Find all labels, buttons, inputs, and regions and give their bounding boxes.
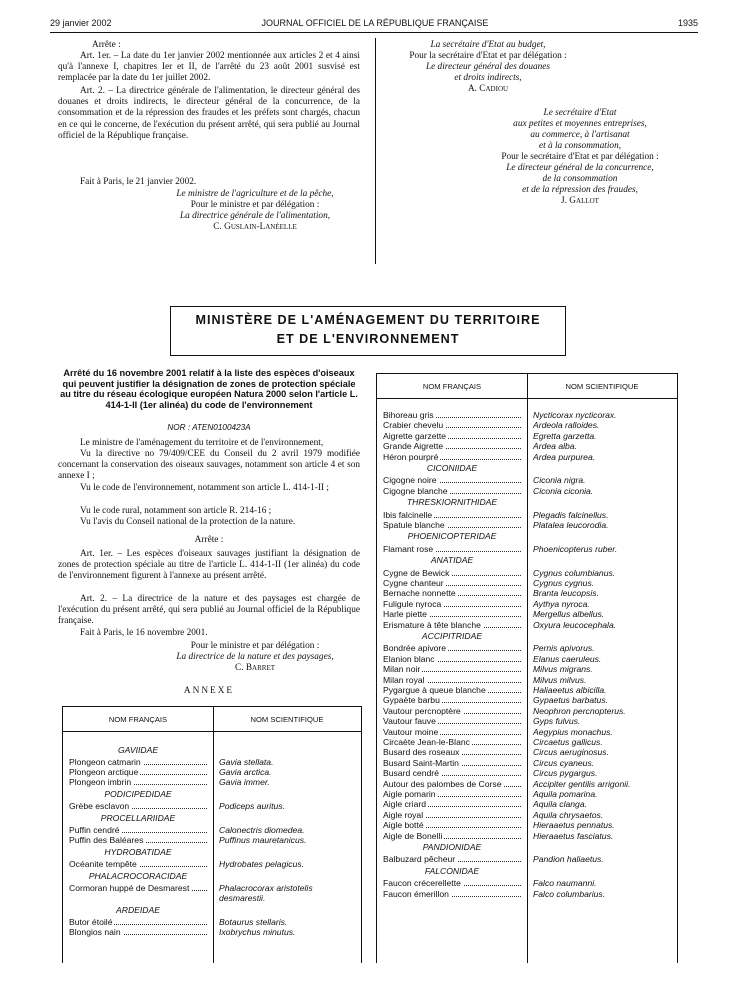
scientific-name: Aquila pomarina. <box>533 789 598 799</box>
signature-line: et de la répression des fraudes, <box>522 185 638 195</box>
signature-line: et droits indirects, <box>454 73 522 83</box>
arrete-heading: Arrête : <box>194 535 224 545</box>
scientific-name: Oxyura leucocephala. <box>533 619 617 630</box>
french-name: Puffin des Baléares <box>69 835 144 845</box>
scientific-name: Hieraaetus fasciatus. <box>533 830 614 841</box>
signature-line: de la consommation <box>542 174 618 184</box>
fait-a-paris: Fait à Paris, le 16 novembre 2001. <box>80 628 208 638</box>
scientific-name: Aquila chrysaetos. <box>533 809 604 820</box>
french-name: Busard Saint-Martin <box>383 757 459 768</box>
scientific-name: Aegypius monachus. <box>533 726 613 737</box>
french-name: Butor étoilé <box>69 917 113 927</box>
french-name: Faucon crécerellette <box>383 878 461 889</box>
scientific-name: Circus cyaneus. <box>533 757 595 768</box>
signature-line: La directrice de la nature et des paysages, <box>176 652 334 662</box>
family-heading: PROCELLARIIDAE <box>100 813 176 823</box>
french-name: Vautour fauve <box>383 716 436 727</box>
column-header-scientific-name: NOM SCIENTIFIQUE <box>565 382 639 391</box>
french-name: Ibis falcinelle <box>383 509 433 520</box>
french-name: Aigle de Bonelli <box>383 830 443 841</box>
french-name: Blongios nain <box>69 927 121 937</box>
french-name: Bihoreau gris <box>383 410 434 420</box>
scientific-name: Milvus milvus. <box>533 674 587 685</box>
french-name: Océanite tempête <box>69 859 137 869</box>
french-name: Cigogne noire <box>383 475 437 486</box>
family-heading: PHOENICOPTERIDAE <box>407 531 497 542</box>
scientific-name: Ardea alba. <box>533 441 577 452</box>
french-name: Crabier chevelu <box>383 420 444 431</box>
scientific-name: Ixobrychus minutus. <box>219 927 296 937</box>
scientific-name: Platalea leucorodia. <box>533 520 609 530</box>
column-header-french-name: NOM FRANÇAIS <box>108 715 168 724</box>
signatory-name: J. Gallot <box>561 196 599 206</box>
french-name: Faucon émerillon <box>383 888 449 899</box>
scientific-name: Cygnus columbianus. <box>533 567 616 578</box>
decree-title: Arrêté du 16 novembre 2001 relatif à la liste des espèces d'oiseaux qui peuvent justifier la désignation de zones de protection spéciale au titre du réseau écologique européen Natura 2000 selon l'article L. 414-1-II (1er alinéa) du code de l'environnement <box>60 368 358 410</box>
family-heading: GAVIIDAE <box>117 745 159 755</box>
scientific-name: Circaetus gallicus. <box>533 737 603 747</box>
scientific-name: Milvus migrans. <box>533 664 593 675</box>
scientific-name: Circus pygargus. <box>533 768 598 779</box>
scientific-name: Aythya nyroca. <box>533 598 590 609</box>
column-divider <box>375 38 376 264</box>
scientific-name: Podiceps auritus. <box>219 801 285 811</box>
scientific-name: Falco columbarius. <box>533 888 606 899</box>
arrete-heading: Arrête : <box>92 40 121 50</box>
decree-preamble: Vu le code de l'environnement, notamment son article L. 414-1-II ; <box>80 483 329 493</box>
family-heading: HYDROBATIDAE <box>104 847 172 857</box>
family-heading: PHALACROCORACIDAE <box>88 871 188 881</box>
french-name: Harle piette <box>383 609 427 620</box>
scientific-name: Mergellus albellus. <box>533 609 605 620</box>
scientific-name: Nycticorax nycticorax. <box>533 410 617 420</box>
french-name: Balbuzard pêcheur <box>383 854 456 865</box>
scientific-name: Gyps fulvus. <box>533 716 581 727</box>
french-name: Vautour moine <box>383 726 439 737</box>
scientific-name: Gavia arctica. <box>219 767 272 777</box>
french-name: Aigle pomarin <box>383 789 436 799</box>
french-name: Busard des roseaux <box>383 747 460 758</box>
french-name: Aigrette garzette <box>383 430 447 441</box>
french-name: Puffin cendré <box>69 825 120 835</box>
scientific-name: Circus aeruginosus. <box>533 747 609 758</box>
french-name: Autour des palombes de Corse <box>383 778 502 789</box>
french-name: Cygne chanteur <box>383 578 444 588</box>
french-name: Fuligule nyroca <box>383 598 442 609</box>
french-name: Grande Aigrette <box>383 441 444 452</box>
signature-line: au commerce, à l'artisanat <box>530 130 630 140</box>
french-name: Grèbe esclavon <box>69 801 130 811</box>
scientific-name: Elanus caeruleus. <box>533 653 602 664</box>
header-date: 29 janvier 2002 <box>50 18 112 28</box>
decree-preamble: Le ministre de l'aménagement du territoire et de l'environnement, <box>80 438 324 448</box>
french-name: Milan noir <box>383 664 421 675</box>
scientific-name: Pandion haliaetus. <box>533 854 604 865</box>
scientific-name: Phalacrocorax aristotelis desmarestii. <box>219 883 313 903</box>
signature-line: Le ministre de l'agriculture et de la pêche, <box>176 189 334 199</box>
french-name: Cygne de Bewick <box>383 567 450 578</box>
signature-line: Pour la secrétaire d'Etat et par délégation : <box>409 51 567 61</box>
scientific-name: Ardeola ralloides. <box>533 420 600 431</box>
article-1-text: Art. 1er. – La date du 1er janvier 2002 mentionnée aux articles 2 et 4 ainsi qu'à l'annexe I, chapitres Ier et II, de l'arrêté du 23 août 2001 susvisé est remplacée par la date du 1er juillet 2002. <box>58 51 360 84</box>
signature-line: aux petites et moyennes entreprises, <box>513 119 647 129</box>
family-heading: ARDEIDAE <box>116 905 160 915</box>
scientific-name: Egretta garzetta. <box>533 430 597 441</box>
french-name: Bondrée apivore <box>383 643 447 654</box>
family-heading: THRESKIORNITHIDAE <box>406 497 498 508</box>
decree-preamble: Vu la directive no 79/409/CEE du Conseil du 2 avril 1979 modifiée concernant la conservation des oiseaux sauvages, notamment son article 4 et son annexe I ; <box>58 449 360 482</box>
scientific-name: Ardea purpurea. <box>533 451 596 462</box>
fait-a-paris: Fait à Paris, le 21 janvier 2002. <box>80 177 197 187</box>
scientific-name: Phoenicopterus ruber. <box>533 543 618 554</box>
french-name: Vautour percnoptère <box>383 705 461 716</box>
scientific-name: Ciconia ciconia. <box>533 485 594 496</box>
family-heading: PODICIPEDIDAE <box>104 789 172 799</box>
family-heading: CICONIIDAE <box>426 463 478 473</box>
signature-line: Le directeur général de la concurrence, <box>506 163 654 173</box>
french-name: Plongeon imbrin <box>69 777 132 787</box>
family-heading: FALCONIDAE <box>424 865 480 876</box>
header-rule <box>50 32 698 33</box>
scientific-name: Hydrobates pelagicus. <box>219 859 305 869</box>
decree-nor: NOR : ATEN0100423A <box>167 423 251 432</box>
scientific-name: Branta leucopsis. <box>533 588 599 599</box>
decree-preamble: Vu l'avis du Conseil national de la protection de la nature. <box>80 517 296 527</box>
scientific-name: Aquila clanga. <box>533 799 587 810</box>
species-table-right <box>376 373 678 963</box>
french-name: Plongeon arctique <box>69 767 139 777</box>
scientific-name: Botaurus stellaris. <box>219 917 288 927</box>
french-name: Gypaète barbu <box>383 695 440 706</box>
scientific-name: Pernis apivorus. <box>533 643 595 654</box>
scientific-name: Accipiter gentilis arrigonii. <box>533 778 631 789</box>
family-heading: ANATIDAE <box>430 555 474 566</box>
french-name: Aigle criard <box>383 799 426 810</box>
scientific-name: Neophron percnopterus. <box>533 705 626 716</box>
french-name: Cormoran huppé de Desmarest <box>69 883 190 893</box>
scientific-name: Hieraaetus pennatus. <box>533 820 615 831</box>
ministry-banner <box>170 306 566 356</box>
french-name: Plongeon catmarin <box>69 757 141 767</box>
signature-line: Pour le ministre et par délégation : <box>190 200 320 210</box>
decree-preamble: Vu le code rural, notamment son article R. 214-16 ; <box>80 506 272 516</box>
signature-line: Le secrétaire d'Etat <box>543 108 617 118</box>
header-journal-title: JOURNAL OFFICIEL DE LA RÉPUBLIQUE FRANÇAISE <box>261 18 489 28</box>
family-heading: ACCIPITRIDAE <box>421 631 483 641</box>
species-table-left <box>62 706 362 963</box>
french-name: Aigle botté <box>383 820 424 831</box>
article-2-text: Art. 2. – La directrice générale de l'alimentation, le directeur général des douanes et droits indirects, le directeur général de la concurrence, de la consommation et de la répression des fraudes et les préfets sont chargés, chacun en ce qui le concerne, de l'exécution du présent arrêté, qui sera publié au Journal officiel de la République française. <box>58 86 360 141</box>
decree-article-2: Art. 2. – La directrice de la nature et des paysages est chargée de l'exécution du présent arrêté, qui sera publié au Journal officiel de la République française. <box>58 594 360 627</box>
column-header-french-name: NOM FRANÇAIS <box>422 382 482 391</box>
signature-line: La directrice générale de l'alimentation, <box>179 211 331 221</box>
decree-article-1: Art. 1er. – Les espèces d'oiseaux sauvages justifiant la désignation de zones de protection spéciale au titre de l'article L. 414-1-II (1er alinéa) du code de l'environnement figurent à l'annexe au présent arrêté. <box>58 549 360 582</box>
family-heading: PANDIONIDAE <box>422 842 482 852</box>
scientific-name: Plegadis falcinellus. <box>533 509 609 520</box>
ministry-banner-line2: ET DE L'ENVIRONNEMENT <box>276 332 460 346</box>
column-header-scientific-name: NOM SCIENTIFIQUE <box>250 715 324 724</box>
ministry-banner-line1: MINISTÈRE DE L'AMÉNAGEMENT DU TERRITOIRE <box>195 313 541 327</box>
scientific-name: Puffinus mauretanicus. <box>219 835 307 845</box>
french-name: Flamant rose <box>383 543 434 554</box>
french-name: Elanion blanc <box>383 653 435 664</box>
signature-line: Pour le ministre et par délégation : <box>190 641 320 651</box>
signatory-name: C. Barret <box>235 663 275 673</box>
french-name: Cigogne blanche <box>383 485 448 496</box>
signatory-name: C. Guslain-Lanéelle <box>213 222 297 232</box>
french-name: Héron pourpré <box>383 451 439 462</box>
scientific-name: Haliaeetus albicilla. <box>533 685 607 695</box>
scientific-name: Ciconia nigra. <box>533 475 586 486</box>
french-name: Circaète Jean-le-Blanc <box>383 737 470 747</box>
french-name: Milan royal <box>383 674 425 685</box>
signature-line: Le directeur général des douanes <box>425 62 551 72</box>
annexe-heading: ANNEXE <box>183 686 235 696</box>
signature-line: La secrétaire d'Etat au budget, <box>430 40 546 50</box>
signatory-name: A. Cadiou <box>467 84 509 94</box>
french-name: Bernache nonnette <box>383 588 456 599</box>
scientific-name: Cygnus cygnus. <box>533 578 595 588</box>
signature-line: Pour le secrétaire d'Etat et par délégation : <box>501 152 659 162</box>
header-page-number: 1935 <box>677 18 698 28</box>
french-name: Erismature à tête blanche <box>383 619 481 630</box>
french-name: Pygargue à queue blanche <box>383 685 486 695</box>
signature-line: et à la consommation, <box>538 141 622 151</box>
scientific-name: Gavia immer. <box>219 777 270 787</box>
scientific-name: Gypaetus barbatus. <box>533 695 609 706</box>
french-name: Aigle royal <box>383 809 424 820</box>
french-name: Busard cendré <box>383 768 439 779</box>
scientific-name: Calonectris diomedea. <box>219 825 305 835</box>
scientific-name: Falco naumanni. <box>533 878 597 889</box>
french-name: Spatule blanche <box>383 520 445 530</box>
scientific-name: Gavia stellata. <box>219 757 274 767</box>
